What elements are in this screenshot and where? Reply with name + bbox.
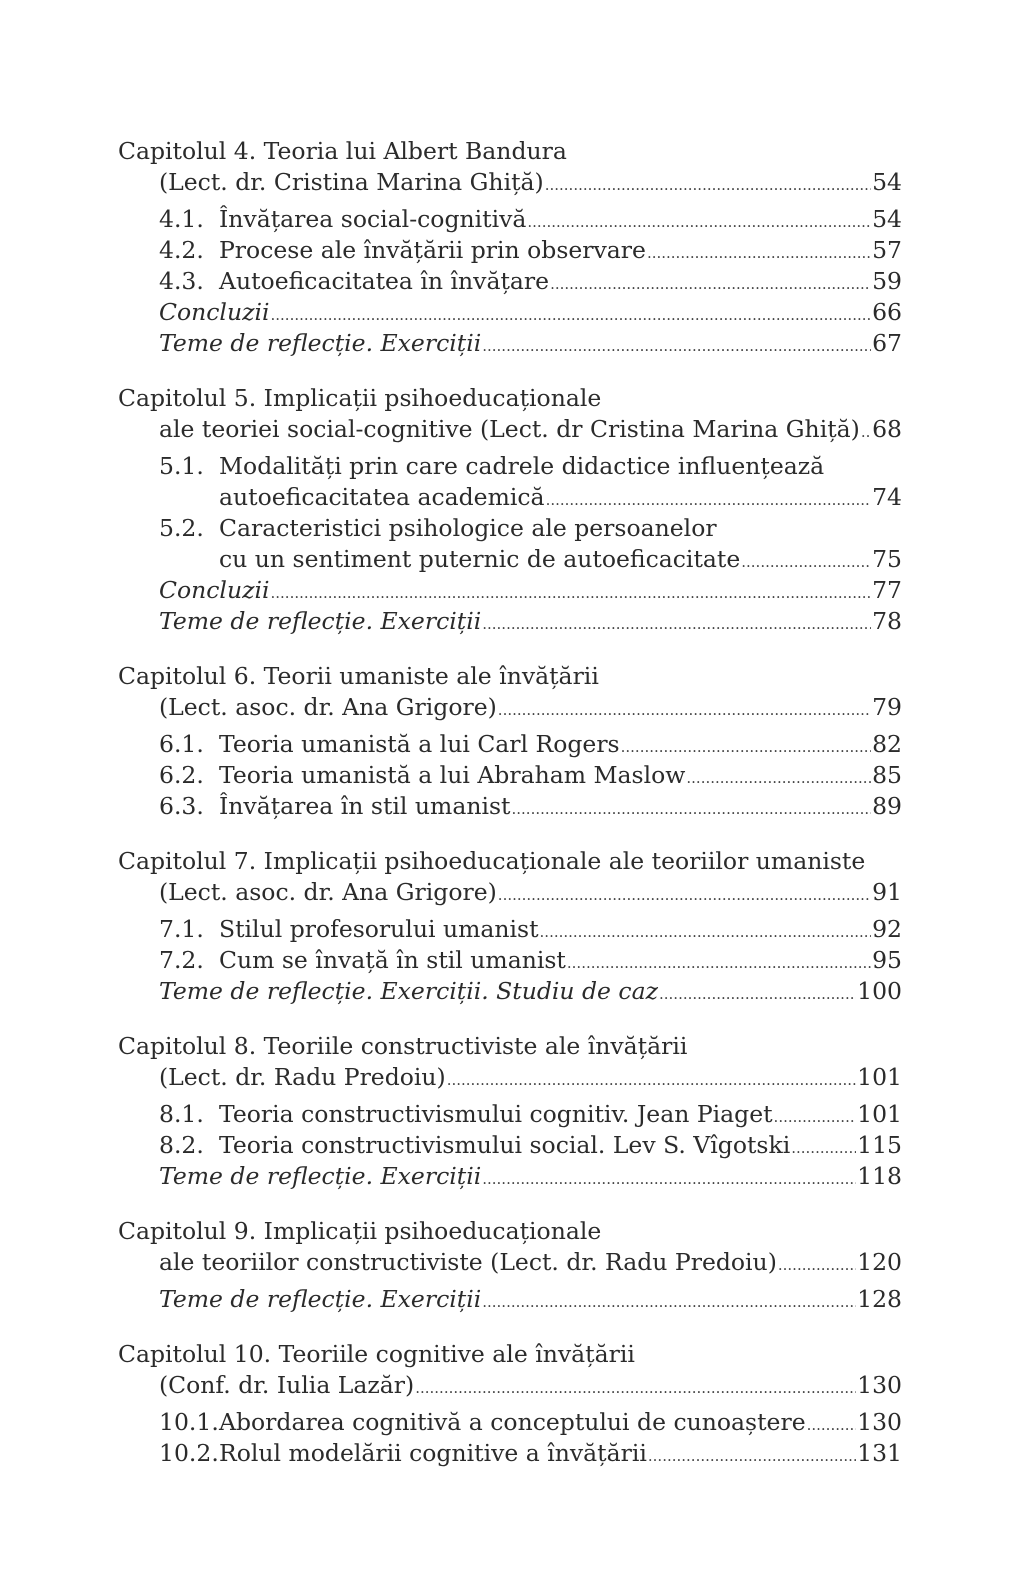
extra-title: Teme de reflecție. Exerciții	[159, 329, 482, 357]
entry-number: 10.2.	[159, 1439, 219, 1467]
entry-number: 4.1.	[159, 205, 204, 233]
entry-title: Cum se învață în stil umanist	[219, 946, 566, 974]
dot-leader	[498, 695, 871, 726]
dot-leader	[482, 331, 871, 362]
page-number: 92	[872, 915, 902, 943]
chapter-author: (Lect. dr. Radu Predoiu)	[159, 1063, 446, 1091]
entry-title: Teoria constructivismului cognitiv. Jean Piaget	[219, 1100, 773, 1128]
page-number: 54	[872, 205, 902, 233]
toc-chapter	[118, 136, 902, 359]
chapter-author: (Conf. dr. Iulia Lazăr)	[159, 1371, 415, 1399]
dot-leader	[546, 485, 872, 516]
extra-title: Concluzii	[159, 298, 270, 326]
page-number: 130	[857, 1371, 902, 1399]
toc-entry	[118, 235, 902, 266]
toc-extra-entry	[118, 976, 902, 1007]
page-number: 78	[872, 607, 902, 635]
page-number: 128	[857, 1285, 902, 1313]
page-number: 118	[857, 1162, 902, 1190]
entry-number: 5.2.	[159, 514, 204, 542]
entry-number: 4.3.	[159, 267, 204, 295]
entry-title: Modalități prin care cadrele didactice influențează	[219, 452, 825, 480]
chapter-title: Capitolul 10. Teoriile cognitive ale învățării	[118, 1340, 635, 1368]
entry-number: 8.1.	[159, 1100, 204, 1128]
toc-entry	[118, 266, 902, 297]
dot-leader	[774, 1102, 857, 1133]
entry-title: Caracteristici psihologice ale persoanelor	[219, 514, 717, 542]
extra-title: Teme de reflecție. Exerciții	[159, 1162, 482, 1190]
entry-title: Învățarea în stil umanist	[219, 792, 511, 820]
dot-leader	[686, 763, 871, 794]
dot-leader	[512, 794, 872, 825]
dot-leader	[647, 238, 871, 269]
extra-title: Teme de reflecție. Exerciții	[159, 607, 482, 635]
toc-entry	[118, 1407, 902, 1438]
toc-entry	[118, 1438, 902, 1469]
page-number: 95	[872, 946, 902, 974]
chapter-author: (Lect. dr. Cristina Marina Ghiță)	[159, 168, 544, 196]
toc-extra-entry	[118, 1161, 902, 1192]
dot-leader	[271, 300, 872, 331]
toc-entry	[118, 1130, 902, 1161]
toc-extra-entry	[118, 575, 902, 606]
chapter-title: Capitolul 5. Implicații psihoeducaționale	[118, 384, 602, 412]
chapter-author-line	[118, 692, 902, 723]
entry-title: Rolul modelării cognitive a învățării	[219, 1439, 647, 1467]
page-number: 115	[857, 1131, 902, 1159]
chapter-author-line	[118, 1247, 902, 1278]
page-number: 67	[872, 329, 902, 357]
toc-chapter	[118, 846, 902, 1007]
toc-entry	[118, 451, 902, 482]
page-number: 120	[857, 1248, 902, 1276]
page-number: 59	[872, 267, 902, 295]
toc-entry	[118, 513, 902, 544]
page-number: 89	[872, 792, 902, 820]
entry-number: 10.1.	[159, 1408, 219, 1436]
chapter-author-line	[118, 414, 902, 445]
entry-title-continued: cu un sentiment puternic de autoeficacitate	[219, 545, 741, 573]
dot-leader	[540, 917, 872, 948]
page-number: 68	[872, 415, 902, 443]
page-number: 79	[872, 693, 902, 721]
entry-number: 6.2.	[159, 761, 204, 789]
entry-number: 7.1.	[159, 915, 204, 943]
page-number: 57	[872, 236, 902, 264]
table-of-contents	[118, 136, 902, 1493]
page-number: 130	[857, 1408, 902, 1436]
page-number: 131	[857, 1439, 902, 1467]
chapter-author-line	[118, 877, 902, 908]
page-number: 91	[872, 878, 902, 906]
entry-title: Stilul profesorului umanist	[219, 915, 539, 943]
chapter-title: Capitolul 6. Teorii umaniste ale învățării	[118, 662, 599, 690]
entry-title: Învățarea social-cognitivă	[219, 205, 527, 233]
dot-leader	[550, 269, 871, 300]
page-number: 74	[872, 483, 902, 511]
dot-leader	[527, 207, 871, 238]
toc-entry	[118, 791, 902, 822]
chapter-author-line	[118, 167, 902, 198]
entry-title-continued: autoeficacitatea academică	[219, 483, 545, 511]
dot-leader	[545, 170, 871, 201]
entry-title: Teoria umanistă a lui Abraham Maslow	[219, 761, 686, 789]
dot-leader	[648, 1441, 856, 1472]
page-number: 101	[857, 1100, 902, 1128]
chapter-author: ale teoriei social-cognitive (Lect. dr Cristina Marina Ghiță)	[159, 415, 860, 443]
chapter-author-line	[118, 1062, 902, 1093]
toc-extra-entry	[118, 328, 902, 359]
dot-leader	[567, 948, 871, 979]
chapter-author-line	[118, 1370, 902, 1401]
dot-leader	[482, 609, 871, 640]
toc-extra-entry	[118, 1284, 902, 1315]
dot-leader	[778, 1250, 856, 1281]
dot-leader	[447, 1065, 856, 1096]
toc-entry-continuation	[118, 544, 902, 575]
page-number: 66	[872, 298, 902, 326]
toc-extra-entry	[118, 297, 902, 328]
dot-leader	[271, 578, 872, 609]
toc-entry	[118, 945, 902, 976]
page-number: 75	[872, 545, 902, 573]
dot-leader	[741, 547, 871, 578]
toc-chapter	[118, 1031, 902, 1192]
entry-title: Autoeficacitatea în învățare	[219, 267, 550, 295]
dot-leader	[807, 1410, 857, 1441]
dot-leader	[861, 417, 871, 448]
dot-leader	[791, 1133, 856, 1164]
entry-title: Teoria constructivismului social. Lev S. Vîgotski	[219, 1131, 791, 1159]
entry-title: Procese ale învățării prin observare	[219, 236, 646, 264]
toc-entry	[118, 729, 902, 760]
dot-leader	[621, 732, 871, 763]
toc-entry-continuation	[118, 482, 902, 513]
dot-leader	[482, 1287, 856, 1318]
dot-leader	[659, 979, 856, 1010]
dot-leader	[415, 1373, 856, 1404]
chapter-title: Capitolul 9. Implicații psihoeducaționale	[118, 1217, 602, 1245]
page-number: 82	[872, 730, 902, 758]
chapter-author: ale teoriilor constructiviste (Lect. dr. Radu Predoiu)	[159, 1248, 777, 1276]
page-number: 77	[872, 576, 902, 604]
chapter-author: (Lect. asoc. dr. Ana Grigore)	[159, 693, 497, 721]
entry-number: 6.1.	[159, 730, 204, 758]
toc-chapter	[118, 383, 902, 637]
entry-title: Abordarea cognitivă a conceptului de cunoaștere	[219, 1408, 806, 1436]
chapter-title: Capitolul 7. Implicații psihoeducaționale ale teoriilor umaniste	[118, 847, 866, 875]
toc-chapter	[118, 1216, 902, 1315]
toc-chapter	[118, 1339, 902, 1469]
entry-number: 8.2.	[159, 1131, 204, 1159]
entry-number: 5.1.	[159, 452, 204, 480]
toc-chapter	[118, 661, 902, 822]
entry-number: 7.2.	[159, 946, 204, 974]
dot-leader	[498, 880, 871, 911]
toc-entry	[118, 1099, 902, 1130]
chapter-author: (Lect. asoc. dr. Ana Grigore)	[159, 878, 497, 906]
extra-title: Teme de reflecție. Exerciții	[159, 1285, 482, 1313]
dot-leader	[482, 1164, 856, 1195]
page-number: 85	[872, 761, 902, 789]
entry-title: Teoria umanistă a lui Carl Rogers	[219, 730, 620, 758]
toc-extra-entry	[118, 606, 902, 637]
page-number: 54	[872, 168, 902, 196]
entry-number: 6.3.	[159, 792, 204, 820]
extra-title: Teme de reflecție. Exerciții. Studiu de caz	[159, 977, 658, 1005]
toc-entry	[118, 204, 902, 235]
toc-entry	[118, 914, 902, 945]
chapter-title: Capitolul 8. Teoriile constructiviste ale învățării	[118, 1032, 688, 1060]
entry-number: 4.2.	[159, 236, 204, 264]
toc-entry	[118, 760, 902, 791]
page-number: 101	[857, 1063, 902, 1091]
extra-title: Concluzii	[159, 576, 270, 604]
page-number: 100	[857, 977, 902, 1005]
chapter-title: Capitolul 4. Teoria lui Albert Bandura	[118, 137, 567, 165]
